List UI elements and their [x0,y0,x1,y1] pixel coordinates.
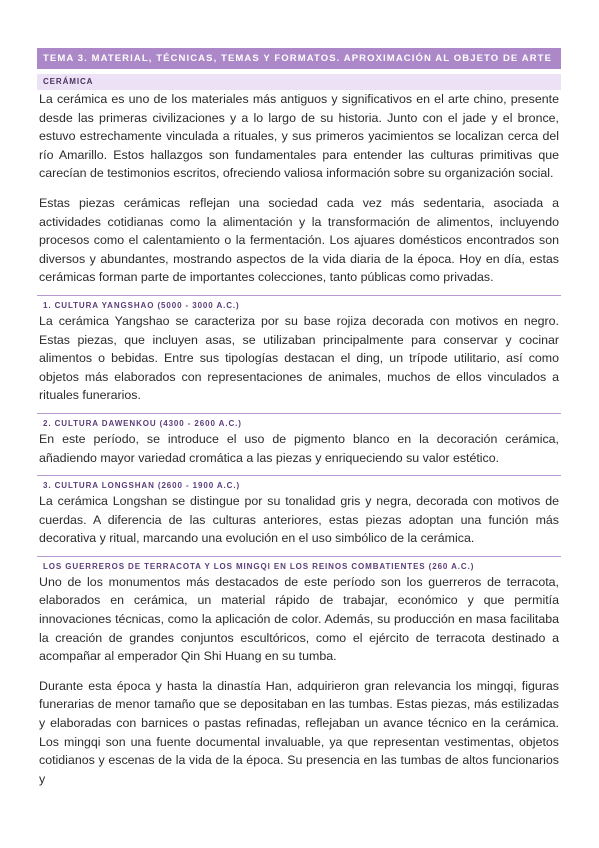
section-heading-yangshao: 1. CULTURA YANGSHAO (5000 - 3000 A.C.) [37,295,561,312]
document-page [37,48,561,788]
paragraph: Uno de los monumentos más destacados de este período son los guerreros de terracota, elaborados en cerámica, un material rápido de trabajar, económico y que permitía innovaciones técnicas, como la aplicación de color. Además, su producción en masa facilitaba la creación de grandes conjuntos escultóricos, como el ejército de terracota destinado a acompañar al emperador Qin Shi Huang en su tumba. [39,574,559,664]
paragraph: Durante esta época y hasta la dinastía Han, adquirieron gran relevancia los mingqi, figuras funerarias de menor tamaño que se depositaban en las tumbas. Estas piezas, más estilizadas y elaboradas con barnices o pastas refinadas, reflejaban un avance técnico en la cerámica. Los mingqi son una fuente documental invaluable, ya que representan vestimentas, objetos cotidianos y escenas de la vida de la época. Su presencia en las tumbas de altos funcionarios y [39,678,559,786]
section-heading-ceramica: CERÁMICA [37,74,561,90]
paragraph: La cerámica Yangshao se caracteriza por su base rojiza decorada con motivos en negro. Estas piezas, que incluyen asas, se utilizaban principalmente para conservar y cocinar alimentos o bebidas. Entre sus tipologías destacan el ding, un trípode utilitario, así como objetos más elaborados con representaciones de animales, muchos de ellos vinculados a rituales funerarios. [39,313,559,403]
paragraph: La cerámica Longshan se distingue por su tonalidad gris y negra, decorada con motivos de cuerdas. A diferencia de las culturas anteriores, estas piezas adoptan una función más decorativa y ritual, marcando una evolución en el uso simbólico de la cerámica. [39,494,559,546]
paragraph: En este período, se introduce el uso de pigmento blanco en la decoración cerámica, añadiendo mayor variedad cromática a las piezas y enriqueciendo su valor estético. [39,431,559,465]
topic-banner: TEMA 3. MATERIAL, TÉCNICAS, TEMAS Y FORMATOS. APROXIMACIÓN AL OBJETO DE ARTE [37,48,561,69]
paragraph: Estas piezas cerámicas reflejan una sociedad cada vez más sedentaria, asociada a actividades cotidianas como la alimentación y la transformación de alimentos, incluyendo procesos como el calentamiento o la fermentación. Los ajuares domésticos encontrados son diversos y abundantes, mostrando aspectos de la vida diaria de la época. Hoy en día, estas cerámicas forman parte de importantes colecciones, tanto públicas como privadas. [39,195,559,285]
section-heading-longshan: 3. CULTURA LONGSHAN (2600 - 1900 A.C.) [37,475,561,492]
paragraph: La cerámica es uno de los materiales más antiguos y significativos en el arte chino, presente desde las primeras civilizaciones y a lo largo de su historia. Junto con el jade y el bronce, estuvo estrechamente vinculada a rituales, y sus primeros yacimientos se localizan cerca del río Amarillo. Estos hallazgos son fundamentales para entender las culturas primitivas que carecían de testimonios escritos, ofreciendo valiosa información sobre su organización social. [39,92,559,181]
section-heading-dawenkou: 2. CULTURA DAWENKOU (4300 - 2600 A.C.) [37,413,561,430]
section-heading-terracota: LOS GUERREROS DE TERRACOTA Y LOS MINGQI EN LOS REINOS COMBATIENTES (260 A.C.) [37,556,561,573]
